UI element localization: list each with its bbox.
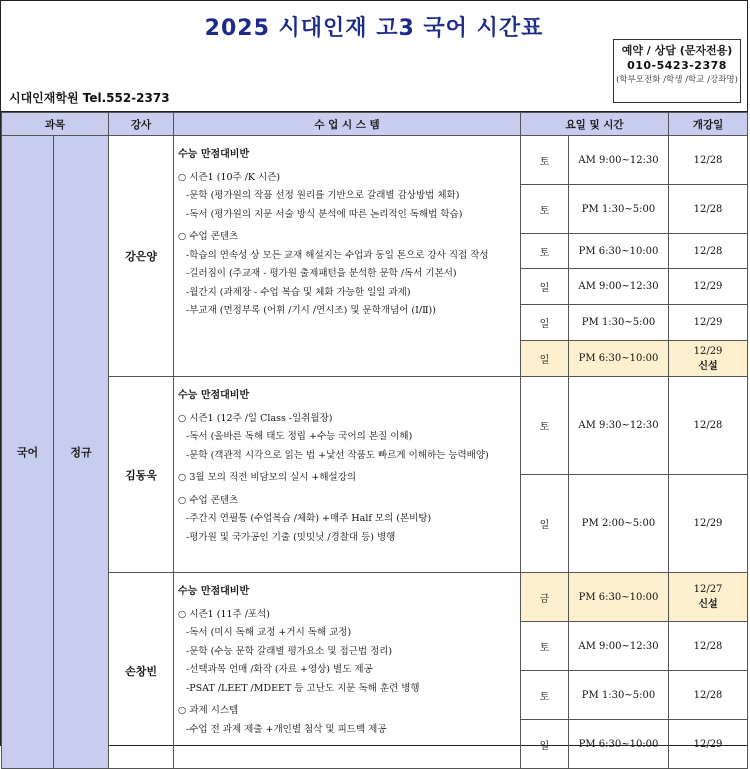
- table-header-row: [2, 113, 748, 136]
- section-title: ○ 3월 모의 직전 비담모의 실시 +해설강의: [178, 472, 357, 483]
- section-item: -문학 (수능 문학 갈래별 평가요소 및 접근법 정리): [186, 645, 393, 657]
- page-title: 2025 시대인재 고3 국어 시간표: [204, 16, 544, 41]
- day-cell: 토: [521, 622, 569, 671]
- system-cell: [174, 136, 521, 377]
- day-cell: 토: [521, 234, 569, 269]
- open-date: 12/29: [693, 345, 723, 357]
- teacher-name: 김동욱: [109, 377, 174, 573]
- day-cell: 일: [521, 341, 569, 377]
- col-open: 개강일: [669, 113, 748, 136]
- section-item: -주간지 연필통 (수업복습 /체화) +매주 Half 모의 (본비탕): [186, 513, 432, 524]
- open-cell: [669, 305, 748, 341]
- section-item: -PSAT /LEET /MDEET 등 고난도 지문 독해 훈련 병행: [186, 682, 420, 694]
- time-cell: PM 1:30~5:00: [569, 305, 669, 341]
- section-item: -문학 (평가원의 작품 선정 원리를 기반으로 갈래별 감상방법 체화): [186, 190, 460, 201]
- schedule-row: [2, 377, 748, 475]
- time-cell: PM 6:30~10:00: [569, 720, 669, 769]
- section-item: -독서 (올바른 독해 태도 정립 +수능 국어의 본질 이해): [186, 431, 413, 442]
- col-system: 수 업 시 스 템: [174, 113, 521, 136]
- section-item: -수업 전 과제 제출 +개인별 첨삭 및 피드백 제공: [186, 723, 387, 735]
- section-title: ○ 수업 콘텐츠: [178, 231, 239, 242]
- section-item: -선택과목 언매 /화작 (자료 +영상) 별도 제공: [186, 664, 373, 675]
- section-title: ○ 시즌1 (11주 /포석): [178, 608, 270, 620]
- day-cell: 금: [521, 573, 569, 622]
- section-title: ○ 수업 콘텐츠: [178, 494, 239, 506]
- open-cell: [669, 234, 748, 269]
- time-cell: PM 2:00~5:00: [569, 475, 669, 573]
- schedule-row: [2, 573, 748, 622]
- subject-cell: 국어: [2, 136, 54, 769]
- teacher-name: 손창빈: [109, 573, 174, 769]
- open-cell: [669, 720, 748, 769]
- open-date: 12/27: [693, 584, 723, 595]
- contact-phone: 010-5423-2378: [627, 59, 727, 72]
- section-title: ○ 과제 시스템: [178, 705, 239, 716]
- system-section: [178, 469, 516, 488]
- open-date: 12/28: [693, 154, 723, 166]
- day-cell: 토: [521, 377, 569, 475]
- section-item: -학습의 연속성 상 모든 교재 해설지는 수업과 동일 톤으로 강사 직접 작성: [186, 249, 489, 261]
- section-item: -독서 (미시 독해 교정 +거시 독해 교정): [186, 627, 352, 638]
- open-date: 12/28: [693, 640, 723, 652]
- open-cell: [669, 622, 748, 671]
- section-item: -평가원 및 국가공인 기출 (밋밋닛 /경찰대 등) 병행: [186, 531, 396, 543]
- system-head: 수능 만점대비반: [178, 586, 250, 597]
- col-teacher: 강사: [109, 113, 174, 136]
- col-schedule: 요일 및 시간: [521, 113, 669, 136]
- time-cell: AM 9:00~12:30: [569, 269, 669, 305]
- day-cell: 일: [521, 305, 569, 341]
- open-date: 12/28: [693, 689, 723, 701]
- schedule-table: [1, 112, 748, 769]
- day-cell: 토: [521, 136, 569, 185]
- day-cell: 토: [521, 671, 569, 720]
- time-cell: PM 6:30~10:00: [569, 234, 669, 269]
- open-cell: [669, 377, 748, 475]
- system-cell: [174, 573, 521, 769]
- header: [1, 1, 747, 112]
- time-cell: PM 1:30~5:00: [569, 671, 669, 720]
- section-title: ○ 시즌1 (12주 /일 Class -일취월장): [178, 412, 333, 424]
- open-cell: [669, 475, 748, 573]
- open-cell: [669, 341, 748, 377]
- section-item: -월간지 (과제장 - 수업 복습 및 체화 가능한 일일 과제): [186, 286, 411, 298]
- system-section: [178, 492, 516, 548]
- system-section: [178, 410, 516, 466]
- section-item: -길러짐이 (주교재 - 평가원 출제패턴을 분석한 문학 /독서 기본서): [186, 268, 457, 279]
- col-subject: 과목: [2, 113, 109, 136]
- open-cell: [669, 269, 748, 305]
- open-date: 12/29: [693, 738, 723, 750]
- system-section: [178, 702, 516, 739]
- system-section: [178, 169, 516, 225]
- new-badge: 신설: [698, 599, 718, 610]
- time-cell: AM 9:00~12:30: [569, 622, 669, 671]
- open-date: 12/28: [693, 203, 723, 215]
- section-item: -부교재 (먼정부록 (어휘 /기시 /연시조) 및 문학개념어 (Ⅰ/Ⅱ)): [186, 305, 436, 316]
- contact-note: (학부모전화 /학생 /학교 /강좌명): [616, 75, 738, 85]
- time-cell: PM 6:30~10:00: [569, 341, 669, 377]
- contact-box: [613, 39, 741, 103]
- day-cell: 일: [521, 475, 569, 573]
- teacher-name: 강은양: [109, 136, 174, 377]
- system-head: 수능 만점대비반: [178, 390, 250, 401]
- open-cell: [669, 573, 748, 622]
- day-cell: 토: [521, 185, 569, 234]
- open-date: 12/29: [693, 518, 723, 529]
- new-badge: 신설: [698, 360, 718, 372]
- day-cell: 일: [521, 720, 569, 769]
- open-date: 12/28: [693, 420, 723, 431]
- time-cell: AM 9:00~12:30: [569, 136, 669, 185]
- time-cell: PM 6:30~10:00: [569, 573, 669, 622]
- contact-label: 예약 / 상담 (문자전용): [621, 44, 733, 57]
- time-cell: AM 9:30~12:30: [569, 377, 669, 475]
- open-date: 12/29: [693, 281, 723, 292]
- system-cell: [174, 377, 521, 573]
- time-cell: PM 1:30~5:00: [569, 185, 669, 234]
- system-section: [178, 228, 516, 321]
- day-cell: 일: [521, 269, 569, 305]
- system-head: 수능 만점대비반: [178, 149, 250, 160]
- section-item: -문학 (객관적 시각으로 읽는 법 +낯선 작품도 빠르게 이해하는 능력배양): [186, 449, 489, 461]
- section-title: ○ 시즌1 (10주 /K 시즌): [178, 171, 281, 183]
- category-cell: 정규: [54, 136, 109, 769]
- academy-info: 시대인재학원 Tel.552-2373: [9, 91, 170, 105]
- system-section: [178, 606, 516, 699]
- open-cell: [669, 671, 748, 720]
- schedule-row: [2, 136, 748, 185]
- open-cell: [669, 136, 748, 185]
- open-date: 12/28: [693, 245, 723, 257]
- section-item: -독서 (평가원의 지문 서술 방식 분석에 따른 논리적인 독해법 학습): [186, 208, 463, 220]
- open-cell: [669, 185, 748, 234]
- open-date: 12/29: [693, 317, 723, 328]
